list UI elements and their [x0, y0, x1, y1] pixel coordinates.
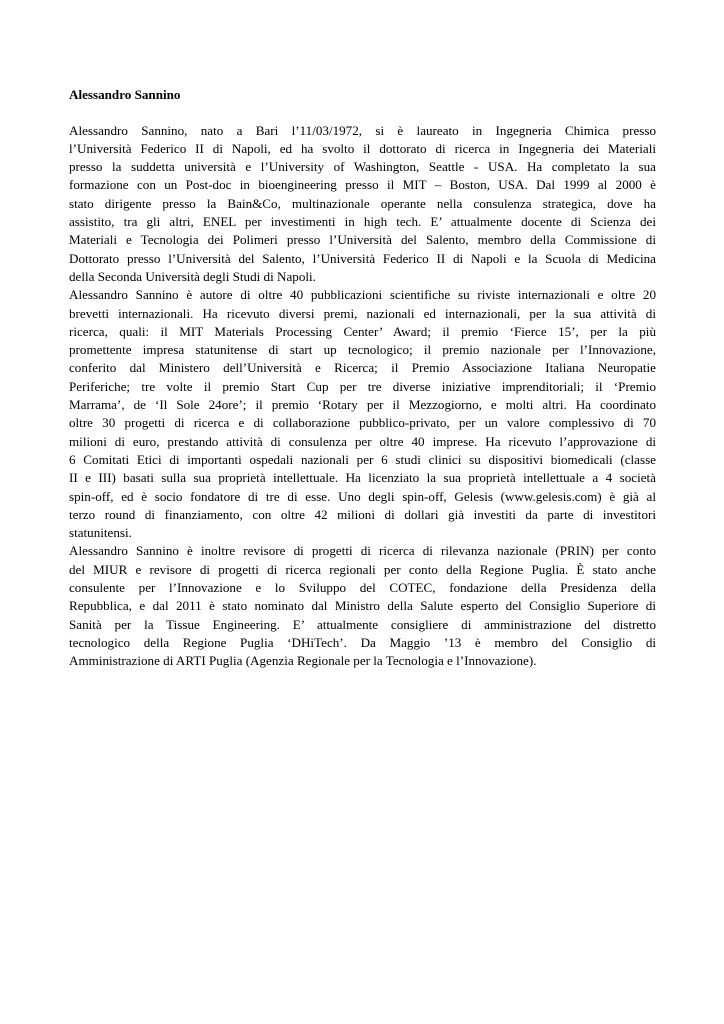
paragraph-line: Amministrazione di ARTI Puglia (Agenzia Regionale per la Tecnologia e l’Innovazione).: [69, 653, 537, 669]
paragraph-line: conferito dal Ministero dell’Università e Ricerca; il Premio Associazione Italiana Neuropatie: [69, 360, 656, 376]
paragraph-line: brevetti internazionali. Ha ricevuto diversi premi, nazionali ed internazionali, per la sua attività di: [69, 305, 656, 321]
paragraph-line: presso la suddetta università e l’University of Washington, Seattle - USA. Ha completato la sua: [69, 159, 656, 175]
paragraph-line: consulente per l’Innovazione e lo Sviluppo del COTEC, fondazione della Presidenza della: [69, 580, 656, 596]
paragraph-3: [69, 542, 656, 670]
paragraph-line: assistito, tra gli altri, ENEL per investimenti in high tech. E’ attualmente docente di Scienza dei: [69, 214, 656, 230]
paragraph-line: Sanità per la Tissue Engineering. E’ attualmente consigliere di amministrazione del distretto: [69, 616, 656, 632]
paragraph-line: Periferiche; tre volte il premio Start Cup per tre diverse iniziative imprenditoriali; il ‘Premio: [69, 378, 656, 394]
paragraph-line: ricerca, quali: il MIT Materials Processing Center’ Award; il premio ‘Fierce 15’, per la più: [69, 323, 656, 339]
paragraph-line: Alessandro Sannino, nato a Bari l’11/03/1972, si è laureato in Ingegneria Chimica presso: [69, 122, 656, 138]
paragraph-line: promettente impresa statunitense di start up tecnologico; il premio nazionale per l’Innovazione,: [69, 342, 656, 358]
paragraph-line: l’Università Federico II di Napoli, ed ha svolto il dottorato di ricerca in Ingegneria dei Materiali: [69, 140, 656, 156]
paragraph-line: formazione con un Post-doc in bioengineering presso il MIT – Boston, USA. Dal 1999 al 2000 è: [69, 177, 656, 193]
paragraph-line: Alessandro Sannino è autore di oltre 40 pubblicazioni scientifiche su riviste internazionali e oltre 20: [69, 287, 656, 303]
paragraph-line: tecnologico della Regione Puglia ‘DHiTech’. Da Maggio ’13 è membro del Consiglio di: [69, 634, 656, 650]
paragraph-1: [69, 122, 656, 287]
paragraph-line: Materiali e Tecnologia dei Polimeri presso l’Università del Salento, membro della Commissione di: [69, 232, 656, 248]
paragraph-list: [69, 122, 656, 671]
paragraph-line: II e III) basati sulla sua proprietà intellettuale. Ha licenziato la sua proprietà intellettuale a 4 società: [69, 470, 656, 486]
paragraph-line: milioni di euro, prestando attività di consulenza per oltre 40 imprese. Ha ricevuto l’approvazione di: [69, 433, 656, 449]
document-body: [69, 86, 656, 671]
paragraph-line: statunitensi.: [69, 525, 132, 541]
paragraph-line: Dottorato presso l’Università del Salento, l’Università Federico II di Napoli e la Scuola di Medicina: [69, 250, 656, 266]
document-title: Alessandro Sannino: [69, 87, 181, 102]
paragraph-line: del MIUR e revisore di progetti di ricerca regionali per conto della Regione Puglia. È stato anche: [69, 561, 656, 577]
paragraph-line: Alessandro Sannino è inoltre revisore di progetti di ricerca di rilevanza nazionale (PRIN) per conto: [69, 543, 656, 559]
paragraph-2: [69, 286, 656, 542]
paragraph-line: spin-off, ed è socio fondatore di tre di esse. Uno degli spin-off, Gelesis (www.gelesis.com) è già al: [69, 488, 656, 504]
paragraph-line: oltre 30 progetti di ricerca e di collaborazione pubblico-privato, per un valore complessivo di 70: [69, 415, 656, 431]
paragraph-line: stato dirigente presso la Bain&Co, multinazionale operante nella consulenza strategica, dove ha: [69, 195, 656, 211]
paragraph-line: Repubblica, e dal 2011 è stato nominato dal Ministro della Salute esperto del Consiglio Superiore di: [69, 598, 656, 614]
paragraph-line: Marrama’, de ‘Il Sole 24ore’; il premio ‘Rotary per il Mezzogiorno, e molti altri. Ha coordinato: [69, 397, 656, 413]
paragraph-line: della Seconda Università degli Studi di Napoli.: [69, 268, 316, 284]
paragraph-line: 6 Comitati Etici di importanti ospedali nazionali per 6 studi clinici su dispositivi biomedicali (classe: [69, 451, 656, 467]
paragraph-line: terzo round di finanziamento, con oltre 42 milioni di dollari già investiti da parte di investitori: [69, 506, 656, 522]
